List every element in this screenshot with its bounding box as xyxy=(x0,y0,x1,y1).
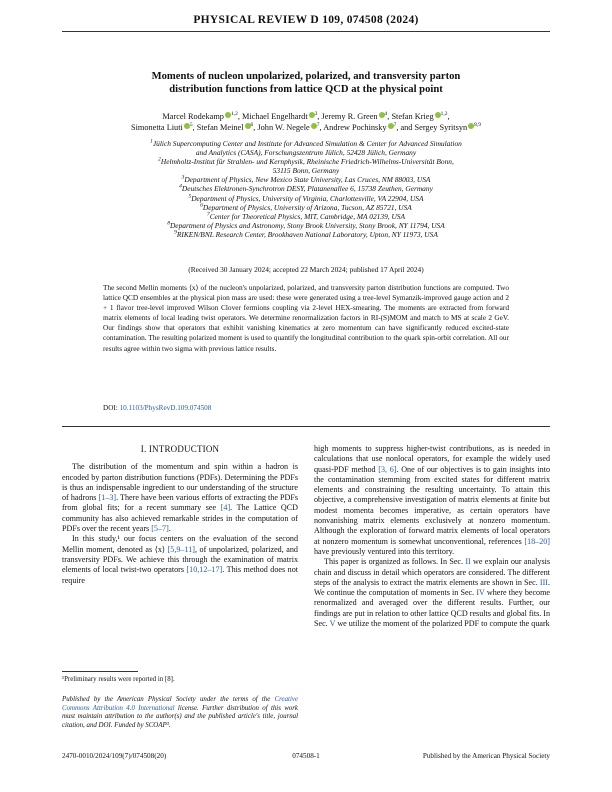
reference-link[interactable]: [1–3] xyxy=(98,493,117,503)
affiliation-text: Department of Physics, University of Arizona, Tucson, AZ 85721, USA xyxy=(202,202,412,212)
author-affiliation-mark: 1,2 xyxy=(440,111,448,118)
affiliation-number: 9 xyxy=(174,229,177,236)
affiliation-line xyxy=(62,221,550,230)
affiliation-text: Center for Theoretical Physics, MIT, Cambridge, MA 02139, USA xyxy=(209,211,406,221)
affiliation-text: RIKEN/BNL Research Center, Brookhaven National Laboratory, Upton, NY 11973, USA xyxy=(176,229,438,239)
reference-link[interactable]: [5,9–11] xyxy=(167,544,195,554)
affiliation-line xyxy=(62,148,550,157)
affiliation-text: Department of Physics and Astronomy, Stony Brook University, Stony Brook, NY 11794, USA xyxy=(169,220,445,230)
affiliation-list xyxy=(62,139,550,239)
doi-line xyxy=(103,404,211,412)
affiliation-number: 2 xyxy=(158,156,161,163)
reference-link[interactable]: III xyxy=(539,577,548,587)
abstract: The second Mellin moments ⟨x⟩ of the nucleon's unpolarized, polarized, and transversity parton distribution functions are computed. Two lattice QCD ensembles at the physical pion mass are used: these were generated using a tree-level Symanzik-improved gauge action and 2 + 1 flavor tree-level improved Wilson Clover fermions coupling via 2-level HEX-smearing. The moments are extracted from forward matrix elements of local leading twist operators. We determine renormalization factors in RI-(S)MOM and match to MS at scale 2 GeV. Our findings show that operators that exhibit vanishing kinematics at zero momentum can have significantly reduced excited-state contamination. The resulting polarized moment is used to quantify the longitudinal contribution to the quark spin-orbit correlation. All our results agree within two sigma with previous lattice results. xyxy=(103,283,509,353)
right-column xyxy=(314,444,550,629)
affiliation-number: 4 xyxy=(179,184,182,190)
section-title: I. INTRODUCTION xyxy=(140,444,220,454)
header-rule xyxy=(62,31,550,32)
left-column-body xyxy=(62,462,298,586)
author-name: Marcel Rodekamp xyxy=(162,112,224,121)
author-name: Stefan Krieg xyxy=(391,112,434,121)
journal-header: PHYSICAL REVIEW D 109, 074508 (2024) xyxy=(193,14,419,26)
author xyxy=(323,123,396,132)
author-affiliation-mark: 7 xyxy=(316,122,320,129)
author xyxy=(197,123,254,132)
affiliation-number: 1 xyxy=(150,138,153,145)
author-name: Sergey Syritsyn xyxy=(414,122,468,132)
author xyxy=(131,123,193,132)
affiliation-line xyxy=(62,139,550,148)
author-affiliation-mark: 4 xyxy=(384,111,388,118)
affiliation-text: Department of Physics, New Mexico State University, Las Cruces, NM 88003, USA xyxy=(184,175,431,185)
footer-page-number: 074508-1 xyxy=(292,752,320,760)
paragraph: high moments to suppress higher-twist contributions, as is needed in calculations that use nonlocal operators, for example the widely used quasi-PDF method [3, 6]. One of our objectives is to gain insights into the contamination stemming from excited states for different matrix elements and constraining the resulting uncertainty. To attain this objective, a comprehensive investigation of matrix elements at finite but modest momenta becomes imperative, as certain operators have nonvanishing matrix elements exclusively at nonzero momentum. Although the exploration of forward matrix elements of local operators at nonzero momentum is somewhat unconventional, references [18–20] have previously ventured into this territory. xyxy=(314,444,550,556)
affiliation-text: Jülich Supercomputing Center and Institute for Advanced Simulation & Center for Advanced Simulation xyxy=(152,139,462,148)
author-list: Marcel Rodekamp $^{1,2}$, Michael Engelhardt $^3$, Jeremy R. Green $^4$, Stefan Krieg $^{1,2}$, Simonetta Liuti $^5$, Stefan Meinel $^6$, John W. Negele $^7$, Andrew Pochinsky $^7$, and Sergey Syritsyn $^{8,9}$ xyxy=(130,111,482,132)
reference-link[interactable]: [5–7] xyxy=(151,524,169,534)
author-affiliation-mark: 6 xyxy=(250,122,254,129)
affiliation-line xyxy=(62,184,550,193)
affiliation-number: 5 xyxy=(188,193,192,200)
license-notice: Published by the American Physical Society under the terms of the Creative Commons Attribution 4.0 International license. Further distribution of this work must maintain attribution to the author(s) and the published article's title, journal citation, and DOI. Funded by SCOAP³. xyxy=(62,696,298,729)
affiliation-line xyxy=(62,203,550,212)
affiliation-number: 3 xyxy=(181,174,185,181)
reference-link[interactable]: [3, 6] xyxy=(378,464,397,474)
paragraph: In this study,¹ our focus centers on the evaluation of the second Mellin moment, denoted as ⟨x⟩ [5,9–11], of unpolarized, polarized, and transversity PDFs. We achieve this through the examination of matrix elements of local twist-two operators [10,12–17]. This method does not require xyxy=(62,534,298,585)
right-column-body xyxy=(314,444,550,629)
affiliation-line xyxy=(62,157,550,166)
author-affiliation-mark: 8,9 xyxy=(474,122,482,129)
footer-left: 2470-0010/2024/109(7)/074508(20) xyxy=(62,752,167,760)
footer-right: Published by the American Physical Society xyxy=(422,752,550,760)
author-affiliation-mark: 3 xyxy=(314,111,318,118)
affiliation-number: 8 xyxy=(167,220,170,227)
abstract-rule xyxy=(62,426,550,427)
author xyxy=(391,112,447,121)
author-affiliation-mark: 7 xyxy=(393,122,397,129)
affiliation-line xyxy=(62,230,550,239)
left-column xyxy=(62,444,298,586)
paragraph: The distribution of the momentum and spin within a hadron is encoded by parton distribution functions (PDFs). Determining the PDFs is thus an indispensable ingredient to our understanding of the structure of hadrons [1–3]. There have been various efforts of extracting the PDFs from global fits; for a recent summary see [4]. The Lattice QCD community has also achieved remarkable strides in the computation of PDFs over the recent years [5–7]. xyxy=(62,462,299,534)
author-name: Simonetta Liuti xyxy=(130,122,183,132)
author xyxy=(257,123,319,132)
author-affiliation-mark: 5 xyxy=(189,122,193,129)
paragraph: This paper is organized as follows. In Sec. II we explain our analysis chain and discuss in detail which operators are considered. The different steps of the analysis to extract the matrix elements are shown in Sec. III. We continue the computation of moments in Sec. IV where they become renormalized and averaged over the different results. Further, our findings are put in relation to other lattice QCD results and global fits. In Sec. V we utilize the moment of the polarized PDF to compute the quark xyxy=(314,557,551,629)
affiliation-text: Department of Physics, University of Virginia, Charlottesville, VA 22904, USA xyxy=(191,193,424,203)
affiliation-line xyxy=(62,194,550,203)
affiliation-text: Deutsches Elektronen-Synchrotron DESY, Platanenallee 6, 15738 Zeuthen, Germany xyxy=(181,184,433,194)
author-affiliation-mark: 1,2 xyxy=(230,111,238,118)
footnote: ¹Preliminary results were reported in [8]. xyxy=(62,676,175,683)
affiliation-line xyxy=(62,212,550,221)
title-line-1: Moments of nucleon unpolarized, polarized, and transversity parton xyxy=(151,71,461,82)
author xyxy=(322,112,388,121)
author xyxy=(415,123,482,132)
affiliation-number: 6 xyxy=(200,202,203,209)
reference-link[interactable]: V xyxy=(329,619,336,629)
affiliation-text: and Analytics (CASA), Forschungszentrum Jülich, 52428 Jülich, Germany xyxy=(195,148,417,158)
affiliation-line xyxy=(62,166,550,175)
reference-link[interactable]: [4] xyxy=(220,503,231,513)
author-name: Andrew Pochinsky xyxy=(323,122,387,132)
paper-title xyxy=(90,70,522,96)
author-name: Stefan Meinel xyxy=(196,122,244,132)
doi-link[interactable]: 10.1103/PhysRevD.109.074508 xyxy=(119,404,212,412)
affiliation-text: Helmholtz-Institut für Strahlen- und Kernphysik, Rheinische Friedrich-Wilhelms-Universität Bonn, xyxy=(160,157,454,167)
license-link[interactable]: Creative Commons Attribution 4.0 International xyxy=(62,696,298,712)
author xyxy=(242,112,317,121)
author-name: John W. Negele xyxy=(257,122,310,132)
author-name: Michael Engelhardt xyxy=(241,112,308,121)
author xyxy=(162,112,237,121)
affiliation-number: 7 xyxy=(206,211,210,218)
doi-label: DOI: xyxy=(103,404,118,412)
received-dates: (Received 30 January 2024; accepted 22 March 2024; published 17 April 2024) xyxy=(188,265,424,274)
title-line-2: distribution functions from lattice QCD at the physical point xyxy=(169,84,443,95)
reference-link[interactable]: [10,12–17] xyxy=(186,565,223,575)
affiliation-text: 53115 Bonn, Germany xyxy=(272,166,340,176)
reference-link[interactable]: IV xyxy=(476,588,485,598)
footnote-rule xyxy=(62,671,138,672)
reference-link[interactable]: II xyxy=(465,557,471,567)
author-name: Jeremy R. Green xyxy=(321,112,378,121)
reference-link[interactable]: [18–20] xyxy=(524,536,550,546)
